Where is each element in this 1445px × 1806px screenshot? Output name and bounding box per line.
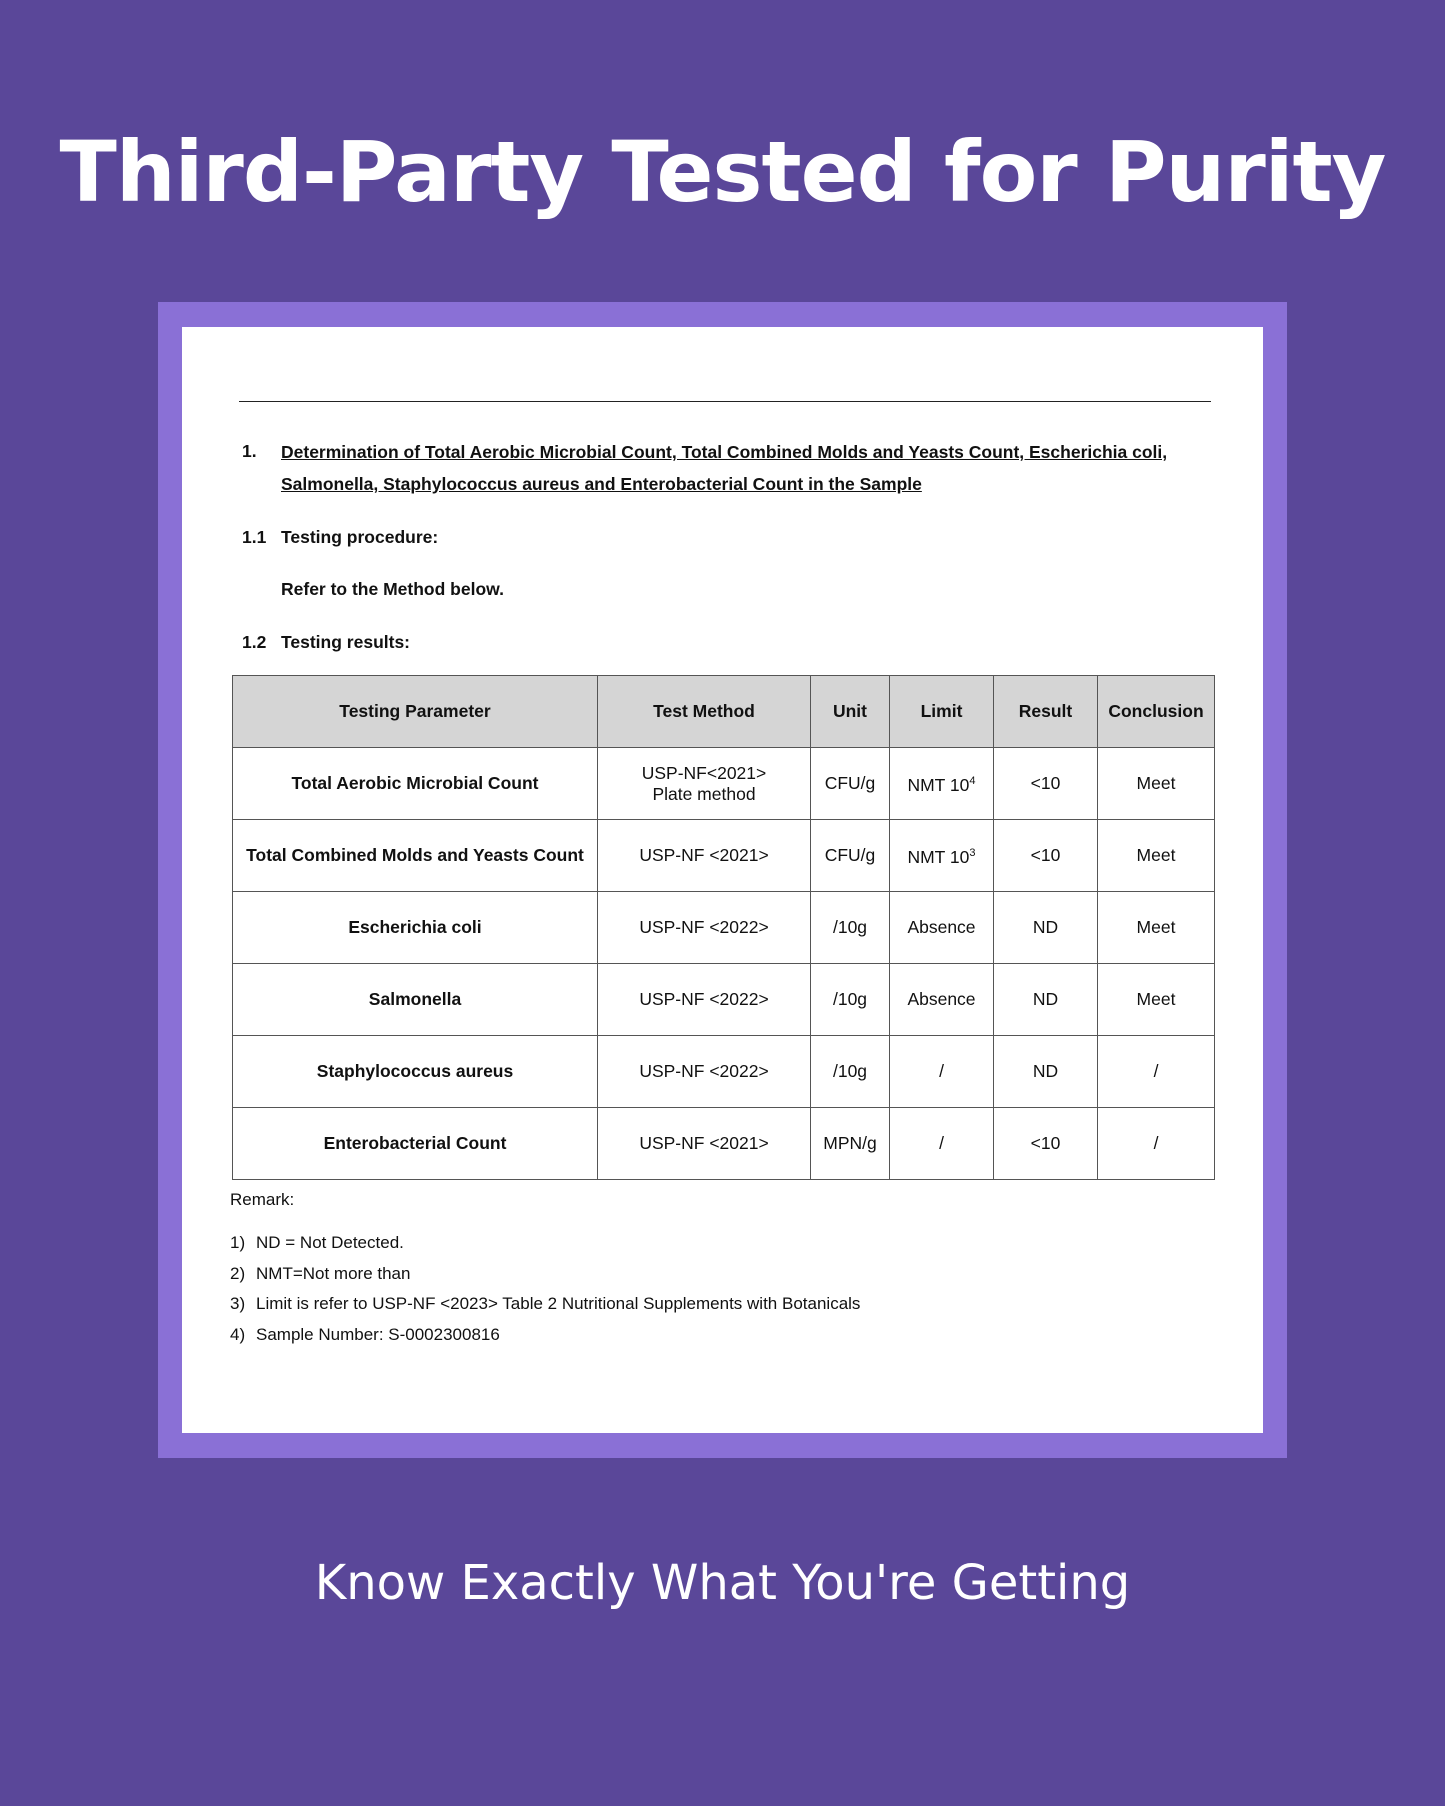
section-1-title-line2: Salmonella, Staphylococcus aureus and Enterobacterial Count in the Sample bbox=[281, 474, 922, 494]
headline: Third-Party Tested for Purity bbox=[59, 123, 1386, 221]
results-table bbox=[232, 675, 1215, 1180]
note-item bbox=[230, 1294, 860, 1314]
header-divider bbox=[239, 401, 1211, 402]
note-item bbox=[230, 1264, 410, 1284]
section-1-2-title: Testing results: bbox=[281, 632, 411, 652]
table-row bbox=[233, 892, 1215, 964]
unit-cell: /10g bbox=[811, 1036, 890, 1108]
section-1-2-number: 1.2 bbox=[242, 632, 267, 652]
conclusion-cell: Meet bbox=[1098, 964, 1215, 1036]
note-number: 2) bbox=[230, 1264, 246, 1283]
section-1-title-line1: Determination of Total Aerobic Microbial Count, Total Combined Molds and Yeasts Count, Escherichia coli, bbox=[281, 442, 1168, 462]
section-1-title bbox=[281, 436, 1211, 500]
header-testing-parameter: Testing Parameter bbox=[233, 676, 598, 748]
table-header-row bbox=[233, 676, 1215, 748]
note-text: Sample Number: S-0002300816 bbox=[256, 1325, 500, 1344]
limit-cell bbox=[890, 748, 994, 820]
method-cell: USP-NF <2021> bbox=[598, 820, 811, 892]
result-cell: <10 bbox=[994, 820, 1098, 892]
table-row bbox=[233, 1108, 1215, 1180]
section-1-1-body: Refer to the Method below. bbox=[281, 579, 504, 599]
limit-base: NMT 10 bbox=[907, 774, 970, 795]
note-number: 4) bbox=[230, 1325, 246, 1344]
remark-label: Remark: bbox=[230, 1190, 295, 1209]
limit-cell: / bbox=[890, 1108, 994, 1180]
unit-cell: MPN/g bbox=[811, 1108, 890, 1180]
result-cell: ND bbox=[994, 1036, 1098, 1108]
limit-cell: Absence bbox=[890, 964, 994, 1036]
param-cell: Staphylococcus aureus bbox=[233, 1036, 598, 1108]
result-cell: <10 bbox=[994, 748, 1098, 820]
method-cell: USP-NF <2021> bbox=[598, 1108, 811, 1180]
section-1-1-number: 1.1 bbox=[242, 527, 267, 547]
table-row bbox=[233, 1036, 1215, 1108]
unit-cell: /10g bbox=[811, 964, 890, 1036]
header-test-method: Test Method bbox=[598, 676, 811, 748]
limit-exponent: 4 bbox=[969, 775, 976, 788]
tagline: Know Exactly What You're Getting bbox=[314, 1555, 1131, 1611]
param-cell: Total Combined Molds and Yeasts Count bbox=[233, 820, 598, 892]
test-report-document bbox=[182, 327, 1263, 1433]
limit-cell bbox=[890, 820, 994, 892]
table-row bbox=[233, 820, 1215, 892]
note-item bbox=[230, 1233, 404, 1253]
param-cell: Enterobacterial Count bbox=[233, 1108, 598, 1180]
conclusion-cell: Meet bbox=[1098, 748, 1215, 820]
conclusion-cell: Meet bbox=[1098, 820, 1215, 892]
limit-cell: Absence bbox=[890, 892, 994, 964]
method-line1: USP-NF<2021> bbox=[641, 762, 767, 783]
section-1-1-title: Testing procedure: bbox=[281, 527, 439, 547]
header-result: Result bbox=[994, 676, 1098, 748]
header-limit: Limit bbox=[890, 676, 994, 748]
header-conclusion: Conclusion bbox=[1098, 676, 1215, 748]
param-cell: Salmonella bbox=[233, 964, 598, 1036]
note-text: Limit is refer to USP-NF <2023> Table 2 Nutritional Supplements with Botanicals bbox=[256, 1294, 861, 1313]
method-cell: USP-NF <2022> bbox=[598, 964, 811, 1036]
result-cell: <10 bbox=[994, 1108, 1098, 1180]
result-cell: ND bbox=[994, 964, 1098, 1036]
limit-exponent: 3 bbox=[969, 847, 976, 860]
limit-cell: / bbox=[890, 1036, 994, 1108]
note-item bbox=[230, 1325, 500, 1345]
result-cell: ND bbox=[994, 892, 1098, 964]
header-unit: Unit bbox=[811, 676, 890, 748]
param-cell: Total Aerobic Microbial Count bbox=[233, 748, 598, 820]
note-number: 3) bbox=[230, 1294, 246, 1313]
table-row bbox=[233, 748, 1215, 820]
limit-base: NMT 10 bbox=[907, 846, 970, 867]
section-1-number: 1. bbox=[242, 441, 257, 461]
param-cell: Escherichia coli bbox=[233, 892, 598, 964]
unit-cell: /10g bbox=[811, 892, 890, 964]
method-cell: USP-NF <2022> bbox=[598, 1036, 811, 1108]
method-cell bbox=[598, 748, 811, 820]
method-line2: Plate method bbox=[652, 783, 756, 804]
conclusion-cell: / bbox=[1098, 1036, 1215, 1108]
conclusion-cell: Meet bbox=[1098, 892, 1215, 964]
unit-cell: CFU/g bbox=[811, 820, 890, 892]
table-row bbox=[233, 964, 1215, 1036]
note-text: NMT=Not more than bbox=[256, 1264, 411, 1283]
unit-cell: CFU/g bbox=[811, 748, 890, 820]
conclusion-cell: / bbox=[1098, 1108, 1215, 1180]
note-number: 1) bbox=[230, 1233, 246, 1252]
method-cell: USP-NF <2022> bbox=[598, 892, 811, 964]
note-text: ND = Not Detected. bbox=[256, 1233, 404, 1252]
